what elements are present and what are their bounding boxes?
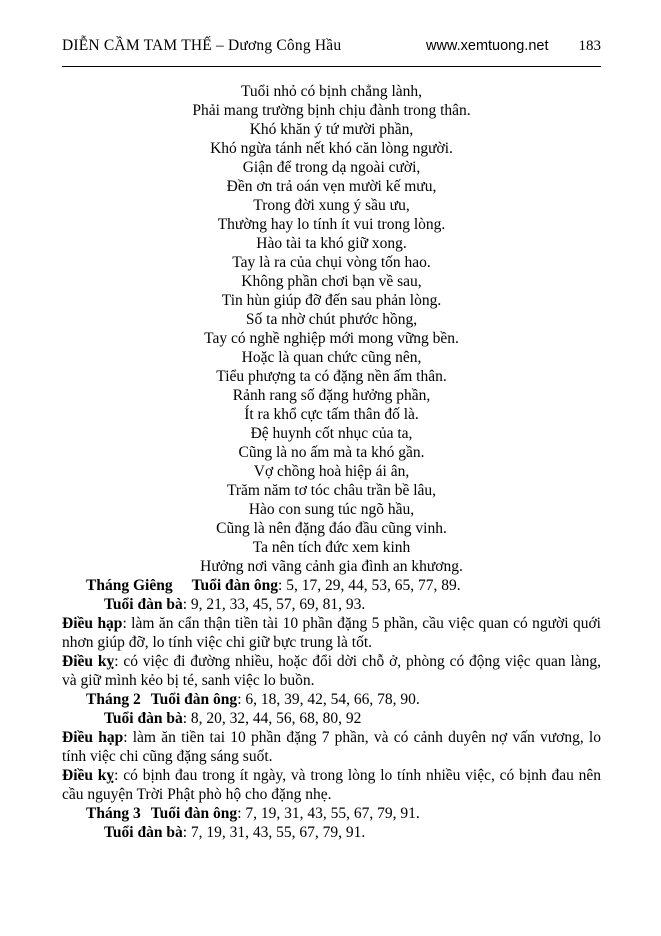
women-values: : 8, 20, 32, 44, 56, 68, 80, 92 — [182, 710, 362, 727]
month-label: Tháng 2 — [86, 691, 141, 708]
month-women-line — [62, 709, 601, 728]
ky-label: Điều kỵ — [62, 767, 115, 784]
poem-line: Hưởng nơi vãng cảnh gia đình an khương. — [200, 558, 463, 575]
poem-line: Ít ra khổ cực tấm thân đố là. — [244, 406, 419, 423]
poem-line: Tin hùn giúp đỡ đến sau phản lòng. — [221, 292, 442, 309]
ky-text: : có bịnh đau trong ít ngày, và trong lòng lo tính nhiều việc, có bịnh đau nên cầu nguyện Trời Phật phò hộ cho đặng nhẹ. — [62, 767, 601, 803]
poem-line: Trong đời xung ý sầu ưu, — [253, 197, 410, 214]
poem-line: Vợ chồng hoà hiệp ái ân, — [253, 463, 410, 480]
poem-line: Cũng là nên đặng đáo đầu cũng vinh. — [216, 520, 447, 537]
poem-line: Hào tài ta khó giữ xong. — [256, 235, 407, 252]
poem-line: Trăm năm tơ tóc châu trần bề lâu, — [226, 482, 437, 499]
hap-text: : làm ăn cẩn thận tiền tài 10 phần đặng 5 phần, cầu việc quan có người quới nhơn giúp đỡ, lo tính việc chi giữ bực trung là tốt. — [62, 615, 601, 651]
hap-label: Điều hạp — [62, 615, 123, 632]
ky-paragraph — [62, 652, 601, 690]
poem-line: Tuổi nhỏ có bịnh chẳng lành, — [240, 83, 423, 100]
poem-line: Hoặc là quan chức cũng nên, — [241, 349, 422, 366]
poem-line: Tiểu phượng ta có đặng nền ấm thân. — [216, 368, 447, 385]
men-values: : 6, 18, 39, 42, 54, 66, 78, 90. — [237, 691, 420, 708]
poem-line: Khó ngừa tánh nết khó căn lòng người. — [210, 140, 453, 157]
poem-line: Tay là ra của chụi vòng tốn hao. — [232, 254, 431, 271]
women-values: : 7, 19, 31, 43, 55, 67, 79, 91. — [182, 824, 366, 841]
women-values: : 9, 21, 33, 45, 57, 69, 81, 93. — [182, 596, 366, 613]
poem-block — [62, 82, 601, 576]
ky-text: : có việc đi đường nhiều, hoặc đổi dời chỗ ở, phòng có động việc quan làng, và giữ mình kẻo bị té, sanh việc lo buồn. — [62, 653, 602, 689]
women-label: Tuổi đàn bà — [104, 824, 183, 841]
men-label: Tuổi đàn ông — [150, 691, 238, 708]
poem-line: Đệ huynh cốt nhục của ta, — [250, 425, 413, 442]
document-title: DIỄN CẦM TAM THẾ – Dương Công Hầu — [62, 37, 342, 54]
ky-label: Điều kỵ — [62, 653, 115, 670]
website-url: www.xemtuong.net — [425, 38, 549, 54]
men-values: : 7, 19, 31, 43, 55, 67, 79, 91. — [237, 805, 420, 822]
poem-line: Số ta nhờ chút phước hồng, — [245, 311, 418, 328]
women-label: Tuổi đàn bà — [104, 710, 183, 727]
poem-line: Giận để trong dạ ngoài cười, — [242, 159, 421, 176]
men-label: Tuổi đàn ông — [191, 577, 279, 594]
poem-line: Ta nên tích đức xem kinh — [252, 539, 411, 556]
poem-line: Khó khăn ý tứ mười phần, — [249, 121, 414, 138]
poem-line: Cũng là no ấm mà ta khó gần. — [238, 444, 425, 461]
month-men-line — [62, 576, 601, 595]
month-men-line — [62, 804, 601, 823]
page-number: 183 — [578, 38, 601, 54]
women-label: Tuổi đàn bà — [104, 596, 183, 613]
month-sections — [62, 576, 601, 842]
month-label: Tháng 3 — [86, 805, 141, 822]
month-label: Tháng Giêng — [86, 577, 173, 594]
poem-line: Hào con sung túc ngõ hầu, — [248, 501, 415, 518]
poem-line: Không phần chơi bạn về sau, — [241, 273, 422, 290]
poem-line: Tay có nghề nghiệp mới mong vững bền. — [204, 330, 459, 347]
month-women-line — [62, 595, 601, 614]
men-values: : 5, 17, 29, 44, 53, 65, 77, 89. — [278, 577, 461, 594]
month-men-line — [62, 690, 601, 709]
poem-line: Rảnh rang số đặng hưởng phần, — [232, 387, 431, 404]
hap-text: : làm ăn tiền tai 10 phần đặng 7 phần, và có cảnh duyên nợ vấn vương, lo tính việc chi cũng đặng sáng suốt. — [62, 729, 601, 765]
page-header — [62, 36, 601, 67]
men-label: Tuổi đàn ông — [150, 805, 238, 822]
poem-line: Phải mang trường bịnh chịu đành trong thân. — [192, 102, 471, 119]
hap-paragraph — [62, 728, 601, 766]
ky-paragraph — [62, 766, 601, 804]
poem-line: Thường hay lo tính ít vui trong lòng. — [217, 216, 446, 233]
hap-label: Điều hạp — [62, 729, 124, 746]
month-women-line — [62, 823, 601, 842]
poem-line: Đền ơn trả oán vẹn mười kế mưu, — [226, 178, 437, 195]
hap-paragraph — [62, 614, 601, 652]
